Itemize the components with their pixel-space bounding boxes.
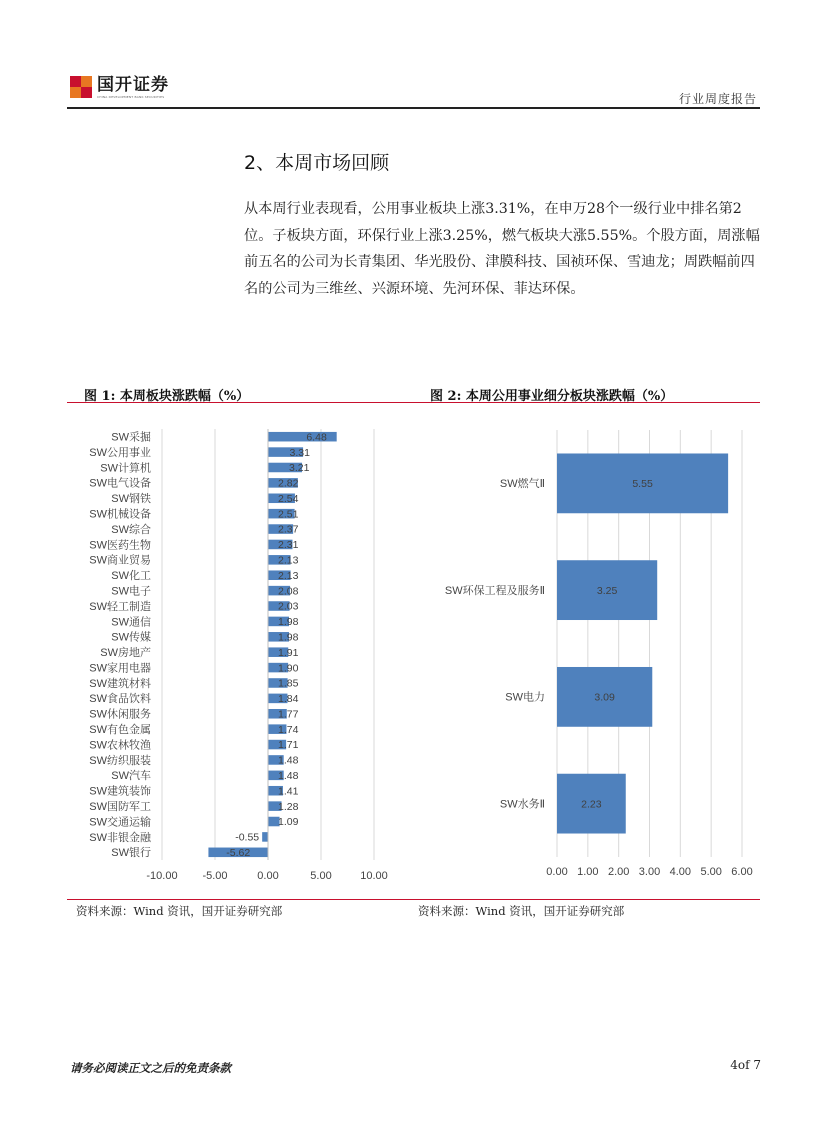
x-tick-label: 0.00 [257, 870, 279, 882]
category-label: SW银行 [111, 847, 151, 860]
category-label: SW休闲服务 [89, 708, 151, 721]
data-label: 1.09 [278, 816, 299, 829]
logo-name: 国开证券 [97, 75, 169, 95]
section-title: 2、本周市场回顾 [244, 152, 390, 174]
data-label: 1.91 [278, 646, 299, 659]
category-label: SW电气设备 [89, 477, 151, 490]
x-tick-label: 5.00 [700, 866, 722, 878]
category-label: SW电力 [505, 691, 545, 704]
x-tick-label: 1.00 [577, 866, 599, 878]
data-label: 3.09 [594, 691, 615, 704]
category-label: SW环保工程及服务Ⅱ [444, 584, 545, 597]
category-label: SW公用事业 [89, 446, 151, 459]
category-label: SW传媒 [111, 631, 151, 644]
data-label: 1.84 [278, 693, 299, 706]
data-label: 1.98 [278, 631, 299, 644]
data-label: 1.41 [278, 785, 299, 798]
category-label: SW水务Ⅱ [499, 798, 545, 811]
data-label: 3.31 [289, 446, 310, 459]
data-label: 2.13 [278, 554, 299, 567]
category-label: SW电子 [111, 585, 151, 598]
section-paragraph: 从本周行业表现看，公用事业板块上涨3.31%，在申万28个一级行业中排名第2位。子板块方面，环保行业上涨3.25%，燃气板块大涨5.55%。个股方面，周涨幅前五名的公司为长青集团、华光股份、津膜科技、国祯环保、雪迪龙；周跌幅前四名的公司为三维丝、兴源环境、先河环保、菲达环保。 [244, 201, 760, 297]
category-label: SW钢铁 [111, 493, 151, 506]
data-label: 1.28 [278, 800, 299, 813]
category-label: SW国防军工 [89, 800, 151, 813]
category-label: SW非银金融 [89, 831, 151, 844]
x-tick-label: 0.00 [546, 866, 568, 878]
data-label: 1.90 [278, 662, 299, 675]
category-label: SW综合 [111, 523, 151, 536]
category-label: SW家用电器 [89, 662, 151, 675]
x-tick-label: -10.00 [146, 870, 178, 882]
category-label: SW建筑装饰 [89, 785, 151, 798]
data-label: 6.48 [306, 431, 327, 444]
data-label: 2.08 [278, 585, 299, 598]
category-label: SW计算机 [100, 462, 151, 475]
figure2-source: 资料来源：Wind 资讯，国开证券研究部 [418, 904, 625, 918]
data-label: 2.51 [278, 508, 299, 521]
category-label: SW交通运输 [89, 816, 151, 829]
category-label: SW汽车 [111, 770, 151, 783]
data-label: -5.62 [226, 846, 251, 859]
x-tick-label: -5.00 [202, 870, 228, 882]
x-tick-label: 3.00 [638, 866, 661, 878]
disclaimer-note: 请务必阅读正文之后的免责条款 [70, 1061, 231, 1075]
x-tick-label: 6.00 [731, 866, 753, 878]
category-label: SW轻工制造 [89, 600, 151, 613]
data-label: 2.31 [278, 539, 299, 552]
x-tick-label: 10.00 [360, 870, 388, 882]
figure2-title: 图 2: 本周公用事业细分板块涨跌幅（%） [430, 389, 674, 404]
data-label: 1.98 [278, 616, 299, 629]
data-label: 2.03 [278, 600, 299, 613]
logo-subtitle: CHINA DEVELOPMENT BANK SECURITIES [97, 95, 165, 99]
category-label: SW化工 [111, 570, 151, 583]
data-label: 3.21 [289, 462, 310, 475]
data-label: 1.74 [278, 723, 299, 736]
data-label: 5.55 [632, 478, 653, 491]
x-tick-label: 4.00 [669, 866, 692, 878]
data-label: 2.54 [278, 492, 299, 505]
data-label: 1.71 [278, 739, 299, 752]
category-label: SW有色金属 [89, 724, 151, 737]
category-label: SW建筑材料 [89, 677, 151, 690]
data-label: 2.23 [581, 798, 602, 811]
category-label: SW采掘 [111, 431, 151, 444]
x-tick-label: 5.00 [310, 870, 332, 882]
page-number: 4of 7 [730, 1058, 761, 1072]
data-label: 1.85 [278, 677, 299, 690]
category-label: SW纺织服装 [89, 754, 151, 767]
data-label: 1.48 [278, 770, 299, 783]
data-label: 1.48 [278, 754, 299, 767]
figure1-title: 图 1: 本周板块涨跌幅（%） [84, 389, 250, 404]
category-label: SW食品饮料 [89, 693, 151, 706]
data-label: 2.13 [278, 569, 299, 582]
category-label: SW医药生物 [89, 539, 151, 552]
data-label: 2.82 [278, 477, 299, 490]
x-tick-label: 2.00 [607, 866, 630, 878]
report-type: 行业周度报告 [678, 92, 757, 106]
data-label: 3.25 [596, 584, 618, 597]
category-label: SW机械设备 [89, 508, 151, 521]
category-label: SW商业贸易 [89, 554, 151, 567]
figure1-source: 资料来源：Wind 资讯，国开证券研究部 [76, 904, 283, 918]
data-label: 2.37 [278, 523, 299, 536]
category-label: SW燃气Ⅱ [499, 478, 545, 491]
data-label: 1.77 [278, 708, 299, 721]
source-divider [67, 899, 760, 900]
data-label: -0.55 [235, 831, 260, 844]
category-label: SW房地产 [100, 647, 151, 660]
category-label: SW通信 [111, 616, 151, 629]
category-label: SW农林牧渔 [89, 739, 151, 752]
